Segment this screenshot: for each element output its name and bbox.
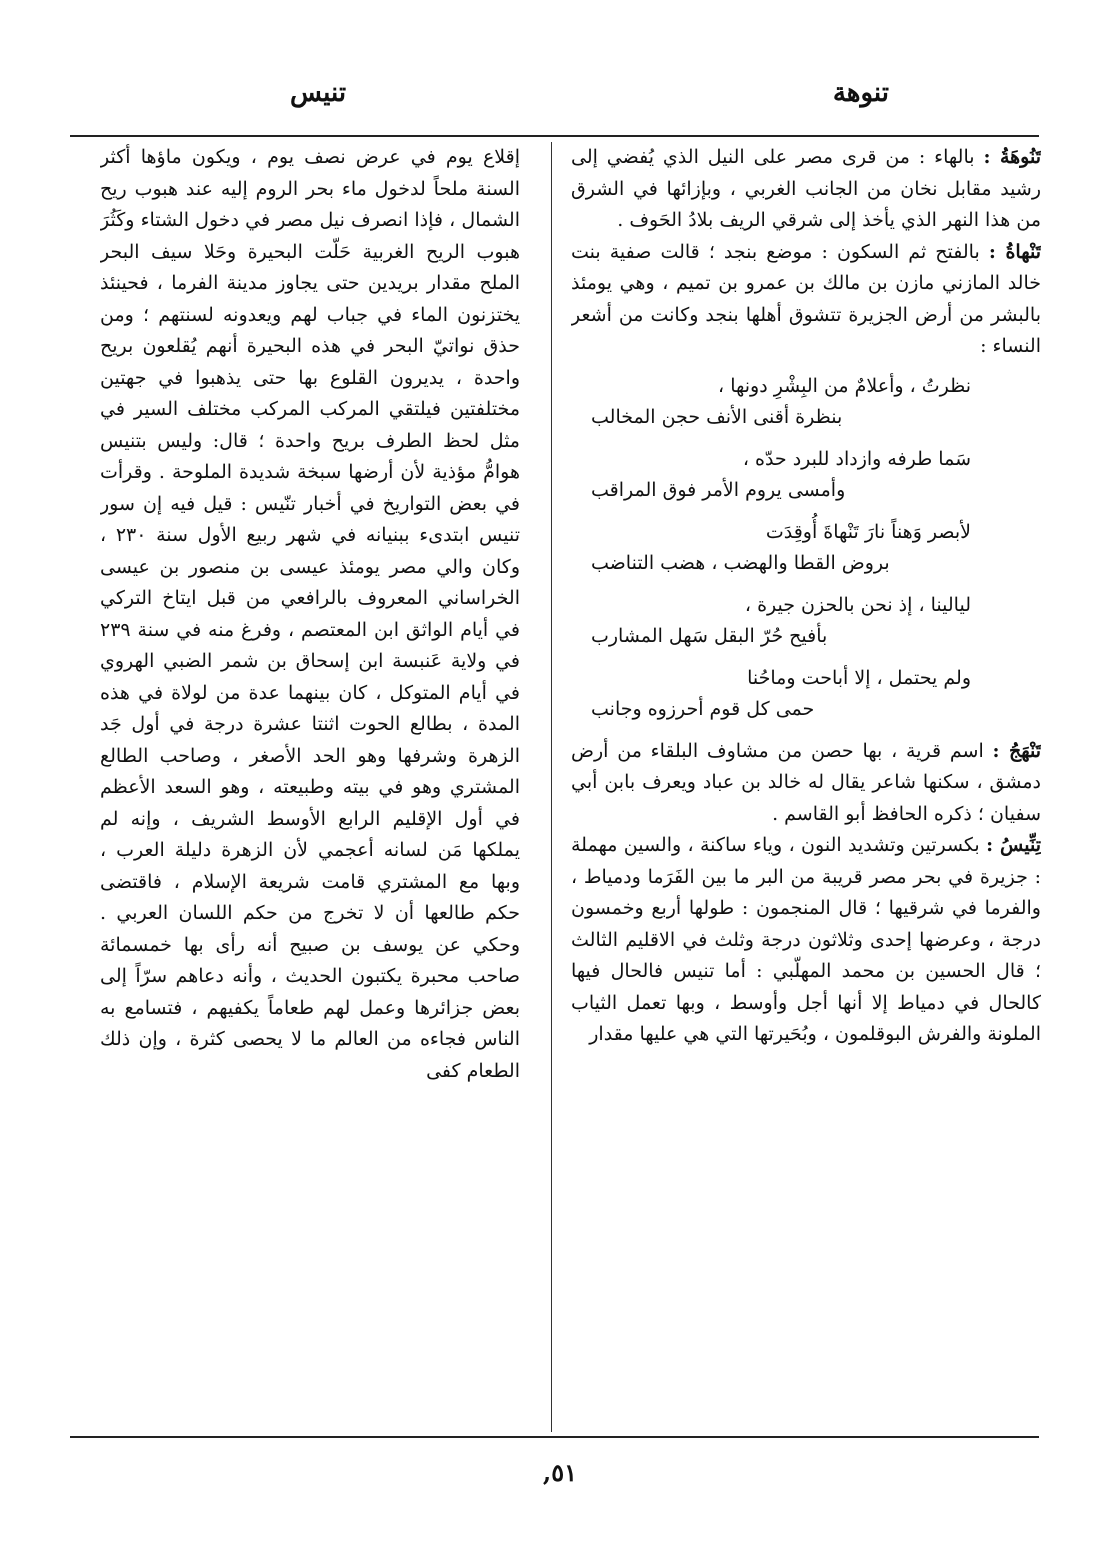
entry-tinnis (571, 830, 1041, 1051)
right-column (571, 142, 1041, 1432)
verse-second-hemistich: حمى كل قوم أحرزوه وجانب (591, 698, 815, 720)
entry-headword: تِنِّيسُ : (986, 834, 1041, 856)
entry-headword: تَنْهَجُ : (992, 739, 1041, 762)
verse-first-hemistich: ليالينا ، إذ نحن بالحزن جيرة ، (744, 593, 971, 616)
verse-first-hemistich: نظرتُ ، وأعلامٌ من البِشْرِ دونها ، (718, 374, 971, 397)
verse-first-hemistich: سَما طرفه وازداد للبرد حدّه ، (742, 447, 971, 470)
entry-tanhaj (571, 736, 1041, 831)
column-divider (551, 142, 552, 1432)
verse-second-hemistich: بنظرة أقنى الأنف حجن المخالب (591, 406, 843, 428)
entry-headword: تَنْهاةُ : (988, 240, 1041, 263)
left-running-head: تنيس (290, 78, 347, 108)
verse-second-hemistich: وأمسى يروم الأمر فوق المراقب (591, 479, 846, 501)
right-running-head: تنوهة (832, 78, 889, 108)
verse-first-hemistich: ولم يحتمل ، إلا أباحت وماحُنا (747, 666, 971, 689)
verse (591, 517, 971, 580)
page-number: ٥١, (542, 1458, 578, 1487)
entry-tanuha (571, 142, 1041, 237)
verse-second-hemistich: بأفيح حُرّ البقل سَهل المشارب (591, 625, 828, 647)
continued-text: إقلاع يوم في عرض نصف يوم ، ويكون ماؤها أكثر السنة ملحاً لدخول ماء بحر الروم إليه عند هبوب ريح الشمال ، فإذا انصرف نيل مصر في دخول الشتاء وكَثُرَ هبوب الريح الغربية حَلّت البحيرة وحَلا سيف البحر الملح مقدار بريدين حتى يجاوز مدينة الفرما ، فحينئذ يختزنون الماء في جباب لهم ويعدونه لسنتهم ؛ ومن حذق نواتيّ البحر في هذه البحيرة أنهم يُقلعون بريح واحدة ، يديرون القلوع بها حتى يذهبوا في جهتين مختلفتين فيلتقي المركب المركب مختلف السير في مثل لحظ الطرف بريح واحدة ؛ قال: وليس بتنيس هوامُّ مؤذية لأن أرضها سبخة شديدة الملوحة . وقرأت في بعض التواريخ في أخبار تنّيس : قيل فيه إن سور تنيس ابتدىء ببنيانه في شهر ربيع الأول سنة ٢٣٠ ، وكان والي مصر يومئذ عيسى بن منصور بن عيسى الخراساني المعروف بالرافعي من قبل ايتاخ التركي في أيام الواثق ابن المعتصم ، وفرغ منه في سنة ٢٣٩ في ولاية عَنبسة ابن إسحاق بن شمر الضبي الهروي في أيام المتوكل ، كان بينهما عدة من لولاة في هذه المدة ، بطالع الحوت اثنتا عشرة درجة في أول جَد الزهرة وشرفها وهو الحد الأصغر ، وصاحب الطالع المشتري وهو في بيته وطبيعته ، وهو السعد الأعظم في أول الإقليم الرابع الأوسط الشريف ، وإنه لم يملكها مَن لسانه أعجمي لأن الزهرة دليلة العرب ، وبها مع المشتري قامت شريعة الإسلام ، فاقتضى حكم طالعها أن لا تخرج من حكم اللسان العربي . وحكي عن يوسف بن صبيح أنه رأى بها خمسمائة صاحب محبرة يكتبون الحديث ، وأنه دعاهم سرّاً إلى بعض جزائرها وعمل لهم طعاماً يكفيهم ، فتسامع به الناس فجاءه من العالم ما لا يحصى كثرة ، وإن ذلك الطعام كفى (100, 146, 520, 1082)
entry-text: اسم قرية ، بها حصن من مشاوف البلقاء من أرض دمشق ، سكنها شاعر يقال له خالد بن عباد ويعرف بابن أبي سفيان ؛ ذكره الحافظ أبو القاسم . (571, 739, 1041, 825)
bottom-rule (70, 1436, 1039, 1438)
entry-text: بالفتح ثم السكون : موضع بنجد ؛ قالت صفية بنت خالد المازني مازن بن مالك بن عمرو بن تميم ، وهي يومئذ بالبشر من أرض الجزيرة تتشوق أهلها بنجد وكانت من أشعر النساء : (571, 240, 1041, 357)
entry-text: بكسرتين وتشديد النون ، وياء ساكنة ، والسين مهملة : جزيرة في بحر مصر قريبة من البر ما بين الفَرَما ودمياط ، والفرما في شرقيها ؛ قال المنجمون : طولها أربع وخمسون درجة ، وعرضها إحدى وثلاثون درجة وثلث في الاقليم الثالث ؛ قال الحسين بن محمد المهلّبي : أما تنيس فالحال فيها كالحال في دمياط إلا أنها أجل وأوسط ، وبها تعمل الثياب الملونة والفرش البوقلمون ، وبُحَيرتها التي هي عليها مقدار (571, 834, 1041, 1045)
verse-first-hemistich: لأبصر وَهناً نارَ تَنْهاةَ أُوقِدَت (765, 520, 971, 543)
verse (591, 590, 971, 653)
top-rule (70, 135, 1039, 137)
verse (591, 444, 971, 507)
entry-headword: تَنُوهَةُ : (983, 146, 1041, 168)
entry-tanhat (571, 237, 1041, 363)
entry-text: بالهاء : من قرى مصر على النيل الذي يُفضي إلى رشيد مقابل نخان من الجانب الغربي ، وبإزائها في الشرق من هذا النهر الذي يأخذ إلى شرقي الريف بلادُ الحَوف . (571, 146, 1041, 231)
verse (591, 663, 971, 726)
left-column (100, 142, 520, 1432)
poem (591, 371, 971, 726)
verse (591, 371, 971, 434)
verse-second-hemistich: بروض القطا والهضب ، هضب التناضب (591, 552, 890, 574)
